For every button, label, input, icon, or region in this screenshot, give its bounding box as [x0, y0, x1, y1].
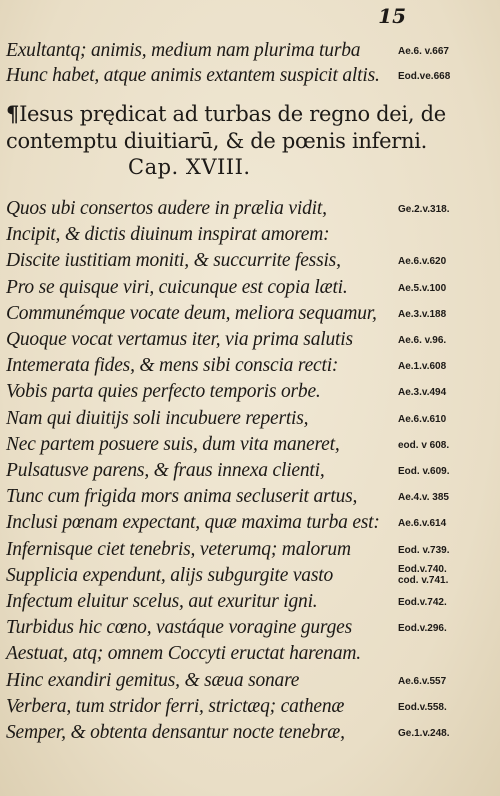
verse-text: Infernisque ciet tenebris, veterumq; malorum [6, 538, 351, 560]
page-number: 15 [378, 4, 406, 28]
verse-line [0, 486, 500, 512]
verse-line [0, 591, 500, 617]
verse-text: Quoque vocat vertamus iter, via prima salutis [6, 329, 353, 350]
verse-text: Discite iustitiam moniti, & succurrite fessis, [6, 250, 341, 272]
verse-line [0, 355, 500, 381]
paragraph-mark: ¶ [6, 101, 20, 126]
verse-line [0, 381, 500, 407]
verse-text: Infectum eluitur scelus, aut exuritur igni. [6, 591, 318, 612]
margin-reference: Ae.4.v. 385 [398, 492, 449, 504]
verse-text: Quos ubi consertos audere in prælia vidit, [6, 198, 327, 219]
verse-line [0, 329, 500, 355]
chapter-heading [6, 100, 446, 155]
margin-reference: Ae.6.v.610 [398, 413, 447, 425]
margin-reference: Ae.6. v.96. [398, 335, 447, 346]
verse-text: Intemerata fides, & mens sibi conscia recti: [6, 355, 339, 377]
chapter-number: Cap. XVIII. [128, 155, 251, 179]
heading-line-1: Iesus prędicat ad turbas de regno dei, de [19, 102, 446, 126]
verse-text: Supplicia expendunt, alijs subgurgite vasto [6, 564, 334, 586]
verse-line [0, 722, 500, 748]
margin-reference: Ge.2.v.318. [398, 204, 450, 215]
verse-text: Pulsatusve parens, & fraus innexa clienti, [6, 460, 325, 481]
verse-line [0, 696, 500, 722]
verse-text: Aestuat, atq; omnem Coccyti eructat harenam. [6, 643, 361, 665]
verse-text: Hunc habet, atque animis extantem suspicit altis. [6, 65, 380, 86]
verse-text: Nam qui diuitijs soli incubuere repertis, [6, 407, 309, 429]
verse-line [0, 460, 500, 486]
verse-line [0, 434, 500, 460]
verse-line [0, 250, 500, 276]
margin-reference: Ae.3.v.188 [398, 308, 447, 320]
verse-line [0, 565, 500, 591]
verse-text: Hinc exandiri gemitus, & sæua sonare [6, 669, 300, 691]
verse-line [0, 512, 500, 538]
verse-text: Communémque vocate deum, meliora sequamur, [6, 302, 377, 324]
margin-reference: Eod.v.558. [398, 701, 447, 713]
verse-line [0, 198, 500, 224]
verse-text: Tunc cum frigida mors anima secluserit artus, [6, 486, 358, 508]
verse-line [0, 670, 500, 696]
verse-line [0, 65, 500, 91]
verse-line [0, 408, 500, 434]
verse-text: Incipit, & dictis diuinum inspirat amorem: [6, 224, 330, 246]
margin-reference: Eod.ve.668 [398, 71, 451, 82]
verse-text: Semper, & obtenta densantur nocte tenebræ, [6, 722, 345, 743]
margin-reference: Ae.6.v.557 [398, 675, 447, 687]
margin-reference: Ae.1.v.608 [398, 361, 447, 373]
margin-reference: Eod.v.740. cod. v.741. [398, 563, 449, 586]
verse-line [0, 303, 500, 329]
margin-reference: Eod.v.742. [398, 597, 447, 608]
verse-line [0, 617, 500, 643]
margin-reference: Ae.6.v.614 [398, 518, 447, 530]
verse-text: Turbidus hic cœno, vastáque voragine gurges [6, 617, 352, 639]
margin-reference: Ae.6. v.667 [398, 46, 449, 57]
margin-reference: Eod.v.296. [398, 623, 447, 635]
margin-reference: Ae.5.v.100 [398, 282, 447, 294]
margin-reference: Ae.3.v.494 [398, 387, 447, 399]
margin-reference: Ae.6.v.620 [398, 256, 447, 268]
heading-line-2: contemptu diuitiarū, & de pœnis inferni. [6, 129, 427, 153]
verse-line [0, 277, 500, 303]
verse-text: Pro se quisque viri, cuicunque est copia læti. [6, 276, 348, 298]
verse-line [0, 643, 500, 669]
verse-text: Vobis parta quies perfecto temporis orbe. [6, 381, 321, 403]
verse-text: Verbera, tum stridor ferri, strictæq; cathenæ [6, 695, 345, 717]
verse-line [0, 539, 500, 565]
verse-text: Inclusi pœnam expectant, quæ maxima turba est: [6, 512, 380, 534]
verse-line [0, 224, 500, 250]
margin-reference: Eod. v.609. [398, 466, 450, 477]
verse-text: Exultantq; animis, medium nam plurima turba [6, 40, 361, 61]
margin-reference: Ge.1.v.248. [398, 728, 450, 739]
margin-reference: eod. v 608. [398, 439, 450, 451]
margin-reference: Eod. v.739. [398, 544, 450, 556]
verse-text: Nec partem posuere suis, dum vita maneret, [6, 433, 340, 455]
verse-line [0, 40, 500, 66]
